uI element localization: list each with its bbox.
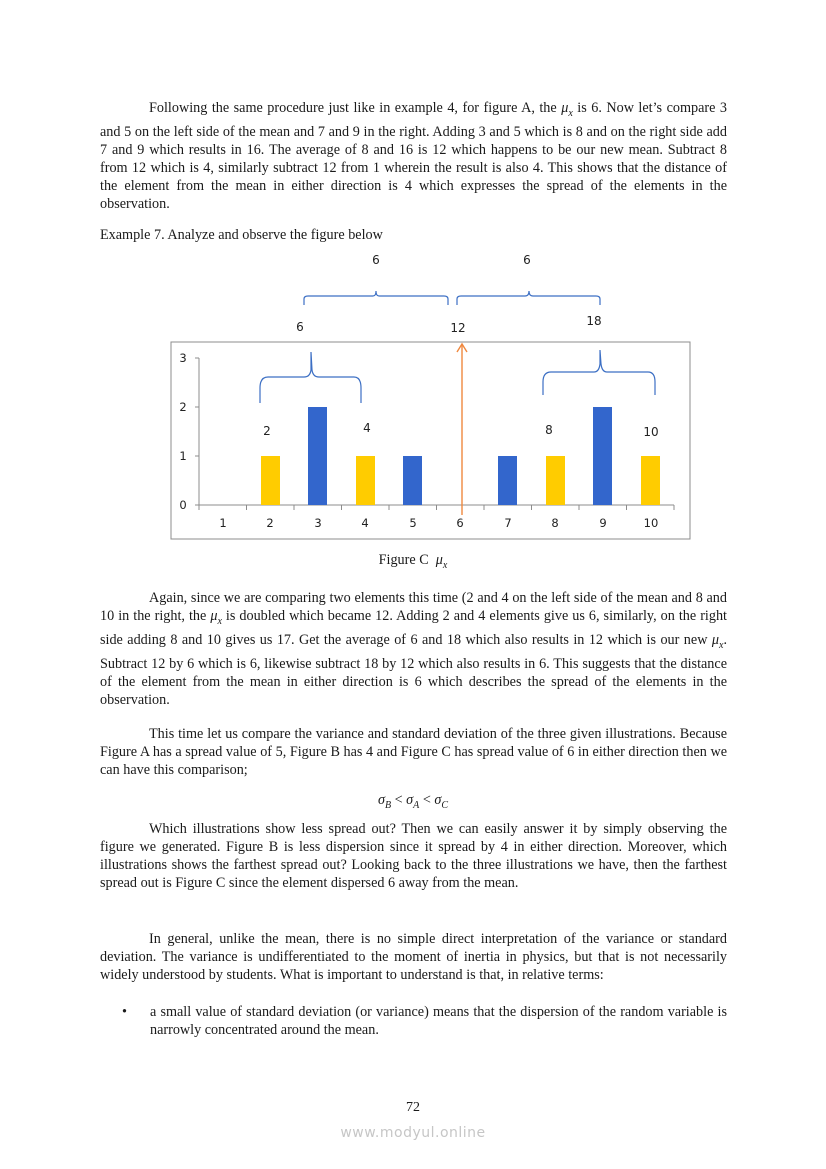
paragraph-text: is 6. Now let’s compare 3 and 5 on the left side of the mean and 7 and 9 in the right. Adding 3 and 5 which is 8 and on the right side add 7 and 9 which results in 16. The average of 8 and 16 is 12 which happens to be our new mean. Subtract 8 from 12 which is 4, similarly subtract 12 from 1 wherein the result is also 4. This shows that the distance of the element from the mean in either direction is 4 which expresses the spread of the elements in the observation.	[100, 100, 727, 212]
y-tick-0: 0	[179, 498, 187, 512]
mean-total-label: 12	[450, 321, 466, 335]
figure-c-chart	[0, 0, 826, 560]
paragraph-spread-question: Which illustrations show less spread out? Then we can easily answer it by simply observing the figure we generated. Figure B is less dispersion since it spread by 4 in either direction. Moreover, which illustrations shows the farthest spread out? Looking back to the three illustrations we have, then the farthest spread out is Figure C since the element dispersed 6 away from the mean.	[100, 821, 727, 891]
bar-x10	[641, 456, 660, 505]
mu-x-symbol: $\mu_x$	[561, 100, 573, 119]
paragraph-general-interpretation: In general, unlike the mean, there is no simple direct interpretation of the variance or standard deviation. The variance is undifferentiated to the moment of inertia in physics, but that is not necessarily widely understood by students. What is important to understand is that, in relative terms:	[100, 931, 727, 983]
x-tick-8: 8	[551, 516, 559, 530]
bar-x3	[308, 407, 327, 505]
bar-x2	[261, 456, 280, 505]
watermark-link[interactable]: www.modyul.online	[340, 1125, 486, 1141]
right-total-label: 18	[586, 314, 602, 328]
y-tick-2: 2	[179, 400, 187, 414]
paragraph-comparison: This time let us compare the variance and standard deviation of the three given illustrations. Because Figure A has a spread value of 5, Figure B has 4 and Figure C has spread value of 6 in either direction then we can have this comparison;	[100, 726, 727, 778]
x-tick-7: 7	[504, 516, 512, 530]
bullet-icon: •	[122, 1004, 127, 1020]
x-tick-9: 9	[599, 516, 607, 530]
paragraph-figure-c-explanation: Again, since we are comparing two elements this time (2 and 4 on the left side of the mean and 8 and 10 in the right, the $\mu_x$ is doubled which became 12. Adding 2 and 4 elements give us 6, similarly, on the right side adding 8 and 10 gives us 17. Get the average of 6 and 18 which also results in 12 which is our new $\mu_x$. Subtract 12 by 6 which is 6, likewise subtract 18 by 12 which also results in 6. This suggests that the distance of the element from the mean in either direction is 6 which describes the spread of the elements in the observation.	[100, 590, 727, 708]
top-right-distance-label: 6	[523, 253, 531, 267]
x-tick-3: 3	[314, 516, 322, 530]
mu-x-symbol: $\mu_x$	[711, 631, 724, 651]
mu-x-symbol: $\mu_x$	[210, 608, 222, 627]
x-tick-4: 4	[361, 516, 369, 530]
bar-x9	[593, 407, 612, 505]
example-heading: Example 7. Analyze and observe the figure below	[100, 227, 383, 243]
top-left-distance-label: 6	[372, 253, 380, 267]
x-tick-5: 5	[409, 516, 417, 530]
left-total-label: 6	[296, 320, 304, 334]
x-tick-1: 1	[219, 516, 227, 530]
page-number: 72	[406, 1100, 420, 1115]
x-tick-10: 10	[643, 516, 659, 530]
bar-label-2: 2	[263, 424, 271, 438]
y-tick-1: 1	[179, 449, 187, 463]
bar-x4	[356, 456, 375, 505]
x-tick-6: 6	[456, 516, 464, 530]
upper-left-brace	[304, 291, 448, 305]
bar-label-10: 10	[643, 425, 659, 439]
paragraph-text: Following the same procedure just like in example 4, for figure A, the	[149, 100, 562, 116]
figure-caption: Figure C $\mu_x$	[378, 552, 448, 571]
bar-x8	[546, 456, 565, 505]
bar-x7	[498, 456, 517, 505]
upper-right-brace	[457, 291, 600, 305]
bar-label-4: 4	[363, 421, 371, 435]
document-page: Following the same procedure just like in example 4, for figure A, the $\mu_x$ is 6. Now let’s compare 3 and 5 on the left side of the mean and 7 and 9 in the right. Adding 3 and 5 which is 8 and on the right side add 7 and 9 which results in 16. The average of 8 and 16 is 12 which happens to be our new mean. Subtract 8 from 12 which is 4, similarly subtract 12 from 1 wherein the result is also 4. This shows that the distance of the element from the mean in either direction is 4 which expresses the spread of the elements in the observation. Example 7. Analyze and observe the figure below 6 6 6 12 18 3 2 1 0 1 2 3 4 5 6 7 8 9 10 2 4 8 10 Figure C $\mu_x$ Again, since we are comparing two elements this time (2 and 4 on the left side of the mean and 8 and 10 in the right, the $\mu_x$ is doubled which became 12. Adding 2 and 4 elements give us 6, similarly, on the right side adding 8 and 10 gives us 17. Get the average of 6 and 18 which also results in 12 which is our new $\mu_x$. Subtract 12 by 6 which is 6, likewise subtract 18 by 12 which also results in 6. This suggests that the distance of the element from the mean in either direction is 6 which describes the spread of the elements in the observation. This time let us compare the variance and standard deviation of the three given illustrations. Because Figure A has a spread value of 5, Figure B has 4 and Figure C has spread value of 6 in either direction then we can have this comparison; $\sigma_B < \sigma_A < \sigma_C$ Which illustrations show less spread out? Then we can easily answer it by simply observing the figure we generated. Figure B is less dispersion since it spread by 4 in either direction. Moreover, which illustrations shows the farthest spread out? Looking back to the three illustrations we have, then the farthest spread out is Figure C since the element dispersed 6 away from the mean. In general, unlike the mean, there is no simple direct interpretation of the variance or standard deviation. The variance is undifferentiated to the moment of inertia in physics, but that is not necessarily widely understood by students. What is important to understand is that, in relative terms: • a small value of standard deviation (or variance) means that the dispersion of the random variable is narrowly concentrated around the mean. 72 www.modyul.online	[0, 0, 826, 1169]
x-tick-2: 2	[266, 516, 274, 530]
sigma-comparison-equation: $\sigma_B < \sigma_A < \sigma_C$	[377, 792, 449, 811]
mu-x-symbol: $\mu_x$	[435, 552, 448, 571]
bar-x5	[403, 456, 422, 505]
bar-label-8: 8	[545, 423, 553, 437]
y-tick-3: 3	[179, 351, 187, 365]
